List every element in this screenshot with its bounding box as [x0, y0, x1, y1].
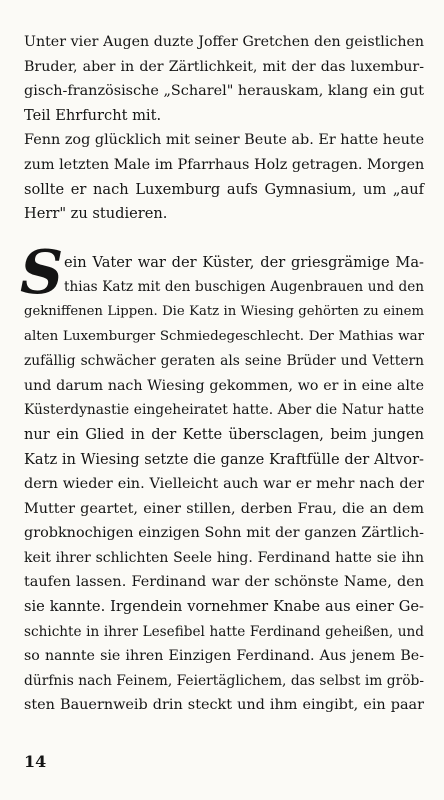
text-line: nur ein Glied in der Kette übersclagen, beim jungen — [24, 425, 424, 443]
text-line: taufen lassen. Ferdinand war der schönste Name, den — [24, 574, 424, 591]
text-line: dern wieder ein. Vielleicht auch war er mehr nach der — [24, 476, 424, 493]
text-line: Herr" zu studieren. — [24, 205, 168, 223]
text-line: sie kannte. Irgendein vornehmer Knabe aus einer Ge- — [24, 598, 424, 616]
text-line: Mutter geartet, einer stillen, derben Frau, die an dem — [24, 500, 424, 517]
text-line: Küsterdynastie eingeheiratet hatte. Aber die Natur hatte — [24, 402, 424, 419]
text-line: grobknochigen einzigen Sohn mit der ganzen Zärtlich- — [24, 525, 424, 542]
text-line: schichte in ihrer Lesefibel hatte Ferdinand geheißen, und — [24, 623, 424, 640]
text-line: keit ihrer schlichten Seele hing. Ferdinand hatte sie ihn — [24, 549, 424, 566]
page-body — [20, 30, 425, 718]
text-line: zum letzten Male im Pfarrhaus Holz getragen. Morgen — [24, 156, 425, 173]
text-line: und darum nach Wiesing gekommen, wo er in eine alte — [24, 377, 424, 394]
text-line: dürfnis nach Feinem, Feiertäglichem, das selbst im gröb- — [24, 672, 424, 689]
text-line: Katz in Wiesing setzte die ganze Kraftfülle der Altvor- — [24, 450, 424, 468]
paragraph-1 — [24, 30, 424, 128]
text-line: thias Katz mit den buschigen Augenbrauen und den — [64, 279, 424, 296]
drop-cap: S — [20, 237, 64, 308]
text-line: Teil Ehrfurcht mit. — [24, 106, 162, 124]
text-line: gekniffenen Lippen. Die Katz in Wiesing gehörten zu einem — [24, 303, 424, 319]
text-line: Fenn zog glücklich mit seiner Beute ab. Er hatte heute — [24, 132, 425, 149]
section-gap — [24, 227, 424, 251]
text-line: sten Bauernweib drin steckt und ihm eingibt, ein paar — [24, 697, 424, 714]
paragraph-3 — [20, 237, 424, 718]
text-line: Unter vier Augen duzte Joffer Gretchen den geistlichen — [24, 34, 424, 50]
text-line: alten Luxemburger Schmiedegeschlecht. Der Mathias war — [24, 328, 424, 344]
text-line: sollte er nach Luxemburg aufs Gymnasium, um „auf — [24, 180, 424, 198]
text-line: gisch-französische „Scharel" herauskam, klang ein gut — [24, 83, 425, 100]
text-line: Bruder, aber in der Zärtlichkeit, mit der das luxembur- — [24, 58, 424, 75]
page-number: 14 — [24, 752, 47, 771]
text-line: so nannte sie ihren Einzigen Ferdinand. Aus jenem Be- — [24, 648, 424, 665]
text-line: ein Vater war der Küster, der griesgrämige Ma- — [64, 253, 424, 271]
text-line: zufällig schwächer geraten als seine Brüder und Vettern — [24, 353, 424, 370]
paragraph-2 — [24, 128, 424, 226]
